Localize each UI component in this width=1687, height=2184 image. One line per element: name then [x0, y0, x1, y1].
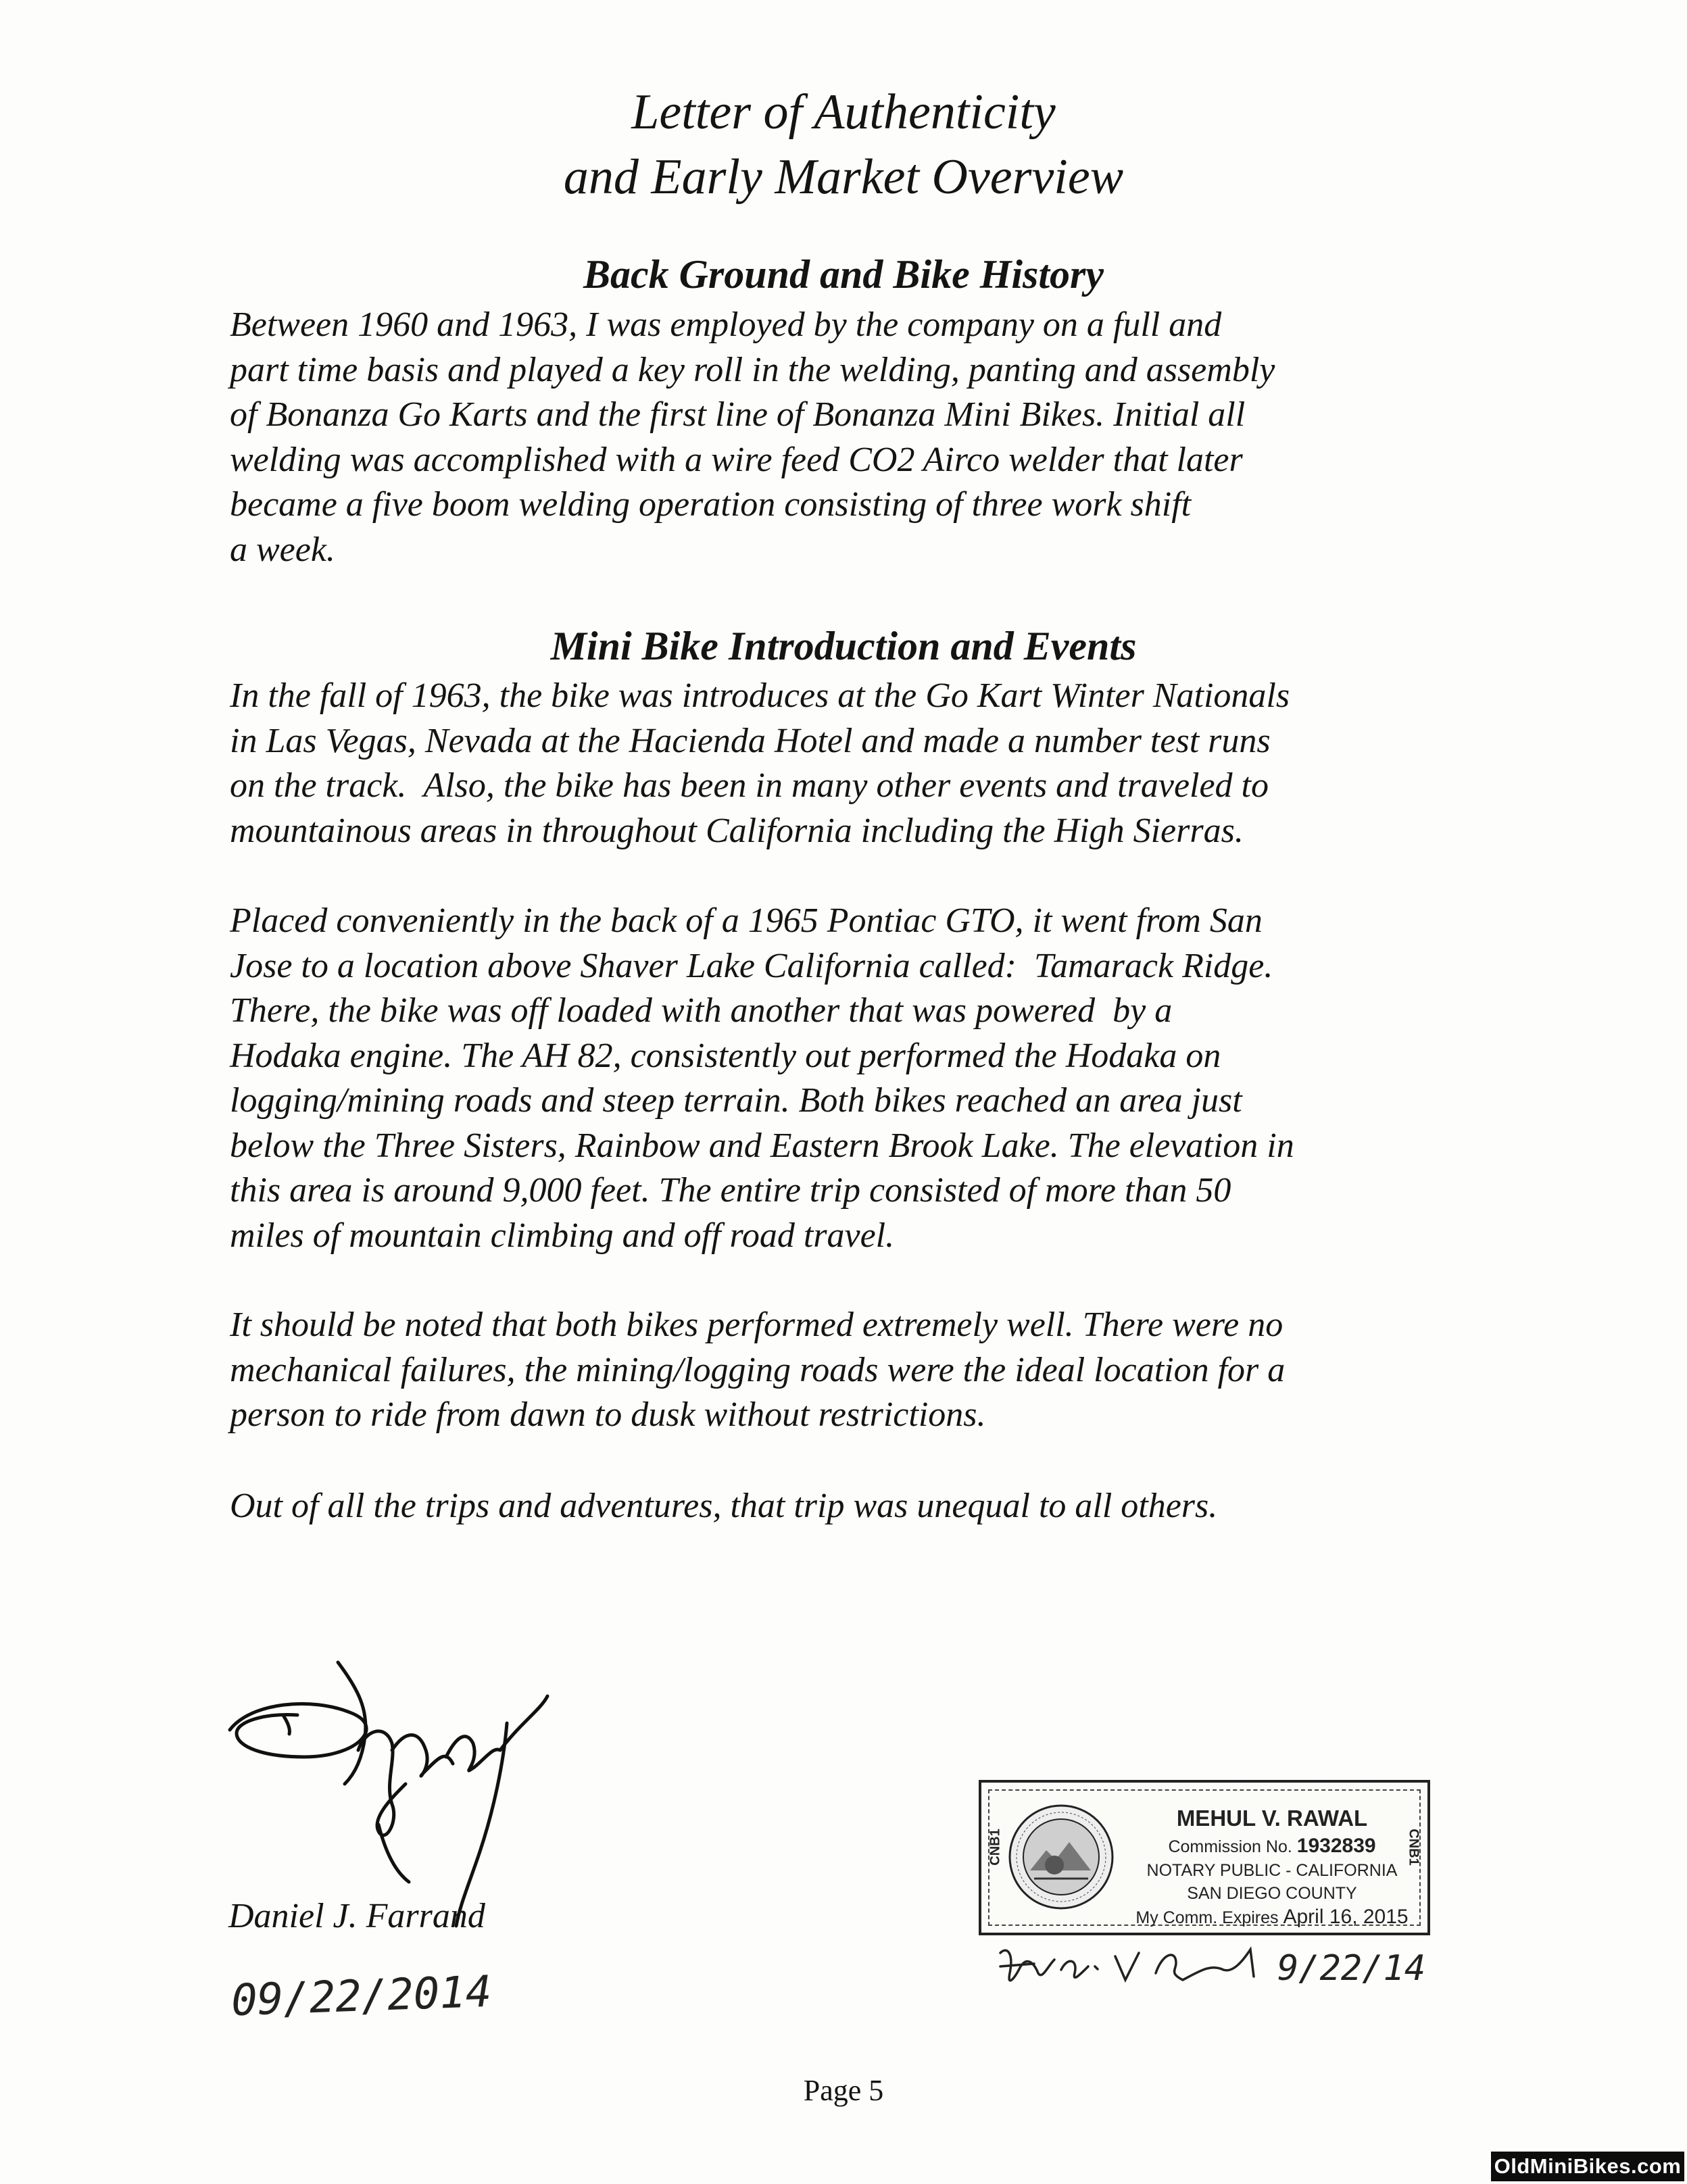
notary-title: NOTARY PUBLIC - CALIFORNIA	[1146, 1861, 1398, 1880]
commission-label: Commission No.	[1168, 1837, 1292, 1856]
expiration-line	[1130, 1905, 1414, 1930]
signer-name: Daniel J. Farrand	[228, 1897, 485, 1935]
notary-date-text: 9/22/14	[1277, 1948, 1426, 1989]
commission-number: 1932839	[1296, 1835, 1376, 1857]
notary-stamp	[979, 1780, 1430, 1935]
handwritten-date-text: 09/22/2014	[230, 1966, 493, 2027]
section-heading-history: Back Ground and Bike History	[583, 252, 1104, 297]
notary-name: MEHUL V. RAWAL	[1176, 1806, 1368, 1831]
paragraph-introduction: In the fall of 1963, the bike was introduces at the Go Kart Winter Nationals in Las Vegas, Nevada at the Hacienda Hotel and made a number test runs on the track. Also, the bike has been in many other events and traveled to mountainous areas in throughout California including the High Sierras.	[230, 676, 1290, 850]
paragraph-closing: Out of all the trips and adventures, that trip was unequal to all others.	[230, 1487, 1218, 1525]
commission-line	[1130, 1834, 1414, 1859]
stamp-text	[1130, 1803, 1414, 1930]
state-seal-icon	[1007, 1803, 1115, 1911]
paragraph-trip: Placed conveniently in the back of a 1965 Pontiac GTO, it went from San Jose to a location above Shaver Lake California called: Tamarack Ridge. There, the bike was off loaded with another that was powered by a Hodaka engine. The AH 82, consistently out performed the Hodaka on logging/mining roads and steep terrain. Both bikes reached an area just below the Three Sisters, Rainbow and Eastern Brook Lake. The elevation in this area is around 9,000 feet. The entire trip consisted of more than 50 miles of mountain climbing and off road travel.	[230, 901, 1294, 1255]
section-heading-events: Mini Bike Introduction and Events	[550, 624, 1137, 668]
expires-label: My Comm. Expires	[1135, 1908, 1279, 1927]
title-line-2: and Early Market Overview	[563, 149, 1124, 205]
notary-county: SAN DIEGO COUNTY	[1187, 1884, 1357, 1903]
stamp-code-left: CNB1	[987, 1829, 1003, 1866]
signature-scribble	[223, 1649, 574, 1933]
document-title	[0, 80, 1687, 209]
site-watermark: OldMiniBikes.com	[1491, 2152, 1684, 2181]
handwritten-date	[228, 1953, 553, 2034]
notary-signature	[994, 1933, 1440, 1993]
paragraph-history: Between 1960 and 1963, I was employed by the company on a full and part time basis and played a key roll in the welding, panting and assembly of Bonanza Go Karts and the first line of Bonanza Mini Bikes. Initial all welding was accomplished with a wire feed CO2 Airco welder that later became a five boom welding operation consisting of three work shift a week.	[230, 305, 1275, 569]
paragraph-performance: It should be noted that both bikes performed extremely well. There were no mechanical failures, the mining/logging roads were the ideal location for a person to ride from dawn to dusk without restrictions.	[230, 1306, 1286, 1434]
title-line-1: Letter of Authenticity	[631, 84, 1056, 140]
stamp-code-right: CNB1	[1406, 1829, 1421, 1866]
page-number: Page 5	[803, 2074, 884, 2107]
expires-date: April 16, 2015	[1283, 1906, 1409, 1928]
